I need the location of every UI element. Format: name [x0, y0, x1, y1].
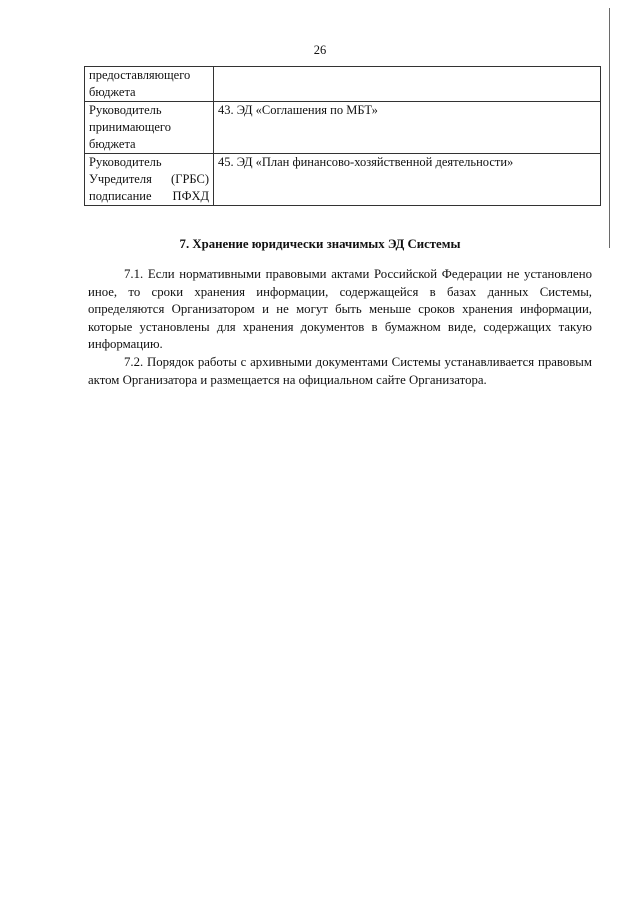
- table-cell-documents: [214, 67, 601, 102]
- table-cell-documents: 43. ЭД «Соглашения по МБТ»: [214, 102, 601, 154]
- table-row: [85, 154, 601, 206]
- table-row: [85, 67, 601, 102]
- paragraph: 7.1. Если нормативными правовыми актами Российской Федерации не установлено иное, то сроки хранения информации, содержащейся в базах данных Системы, определяются Организатором и не могут быть меньше сроков хранения информации, которые установлены для хранения документов в бумажном виде, содержащих такую информацию.: [88, 267, 592, 352]
- table-cell-role: Руководитель принимающего бюджета: [85, 102, 214, 154]
- table-cell-role: Руководитель Учредителя (ГРБС) подписание ПФХД: [85, 154, 214, 206]
- page-number: 26: [313, 43, 327, 57]
- responsibility-table: [84, 66, 601, 206]
- table-cell-documents: 45. ЭД «План финансово-хозяйственной деятельности»: [214, 154, 601, 206]
- paragraph: 7.2. Порядок работы с архивными документами Системы устанавливается правовым актом Организатора и размещается на официальном сайте Организатора.: [88, 355, 592, 387]
- table-row: [85, 102, 601, 154]
- section-heading: 7. Хранение юридически значимых ЭД Системы: [179, 237, 461, 251]
- table-cell-role: предоставляющего бюджета: [85, 67, 214, 102]
